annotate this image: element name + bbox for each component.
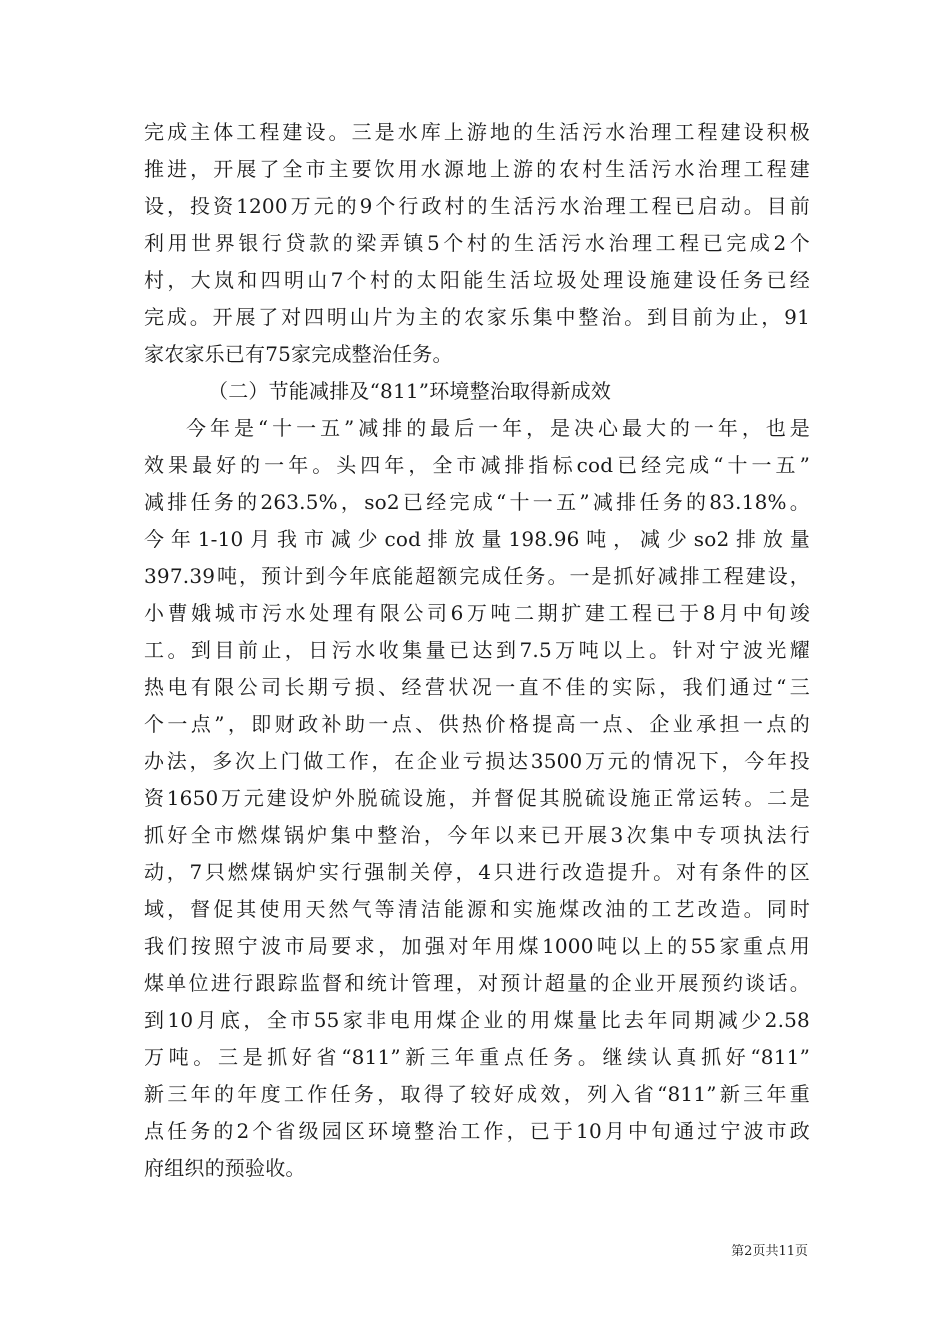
text-line: 小曹娥城市污水处理有限公司6万吨二期扩建工程已于8月中旬竣 bbox=[144, 601, 810, 625]
text-line: 利用世界银行贷款的梁弄镇5个村的生活污水治理工程已完成2个 bbox=[144, 231, 810, 255]
text-line: 个一点”，即财政补助一点、供热价格提高一点、企业承担一点的 bbox=[144, 712, 810, 736]
text-line: 我们按照宁波市局要求，加强对年用煤1000吨以上的55家重点用 bbox=[144, 934, 810, 958]
text-line: 万吨。三是抓好省“811”新三年重点任务。继续认真抓好“811” bbox=[144, 1045, 810, 1069]
text-line: 设，投资1200万元的9个行政村的生活污水治理工程已启动。目前 bbox=[144, 194, 810, 218]
text-line: 煤单位进行跟踪监督和统计管理，对预计超量的企业开展预约谈话。 bbox=[144, 971, 810, 995]
text-line: 办法，多次上门做工作，在企业亏损达3500万元的情况下，今年投 bbox=[144, 749, 810, 773]
text-line: 到10月底，全市55家非电用煤企业的用煤量比去年同期减少2.58 bbox=[144, 1008, 810, 1032]
text-line: 域，督促其使用天然气等清洁能源和实施煤改油的工艺改造。同时 bbox=[144, 897, 810, 921]
text-line: 家农家乐已有75家完成整治任务。 bbox=[144, 342, 453, 366]
text-line: 热电有限公司长期亏损、经营状况一直不佳的实际，我们通过“三 bbox=[144, 675, 810, 699]
text-line: 减排任务的263.5%，so2已经完成“十一五”减排任务的83.18%。 bbox=[144, 490, 810, 514]
text-line: 完成主体工程建设。三是水库上游地的生活污水治理工程建设积极 bbox=[144, 120, 810, 144]
text-line: 工。到目前止，日污水收集量已达到7.5万吨以上。针对宁波光耀 bbox=[144, 638, 810, 662]
text-line: 新三年的年度工作任务，取得了较好成效，列入省“811”新三年重 bbox=[144, 1082, 810, 1106]
text-line: 今年是“十一五”减排的最后一年，是决心最大的一年，也是 bbox=[186, 416, 810, 440]
text-line: 抓好全市燃煤锅炉集中整治，今年以来已开展3次集中专项执法行 bbox=[144, 823, 810, 847]
text-line: 动，7只燃煤锅炉实行强制关停，4只进行改造提升。对有条件的区 bbox=[144, 860, 810, 884]
text-line: 完成。开展了对四明山片为主的农家乐集中整治。到目前为止，91 bbox=[144, 305, 810, 329]
document-body bbox=[144, 114, 810, 1187]
text-line: 府组织的预验收。 bbox=[144, 1156, 306, 1180]
section-heading: （二）节能减排及“811”环境整治取得新成效 bbox=[208, 379, 612, 403]
text-line: 推进，开展了全市主要饮用水源地上游的农村生活污水治理工程建 bbox=[144, 157, 810, 181]
text-line: 村，大岚和四明山7个村的太阳能生活垃圾处理设施建设任务已经 bbox=[144, 268, 810, 292]
text-line: 资1650万元建设炉外脱硫设施，并督促其脱硫设施正常运转。二是 bbox=[144, 786, 810, 810]
text-line: 今年1-10月我市减少cod排放量198.96吨，减少so2排放量 bbox=[144, 527, 810, 551]
text-line: 效果最好的一年。头四年，全市减排指标cod已经完成“十一五” bbox=[144, 453, 810, 477]
text-line: 点任务的2个省级园区环境整治工作，已于10月中旬通过宁波市政 bbox=[144, 1119, 810, 1143]
text-line: 397.39吨，预计到今年底能超额完成任务。一是抓好减排工程建设， bbox=[144, 564, 810, 588]
page-number: 第2页共11页 bbox=[731, 1244, 808, 1259]
